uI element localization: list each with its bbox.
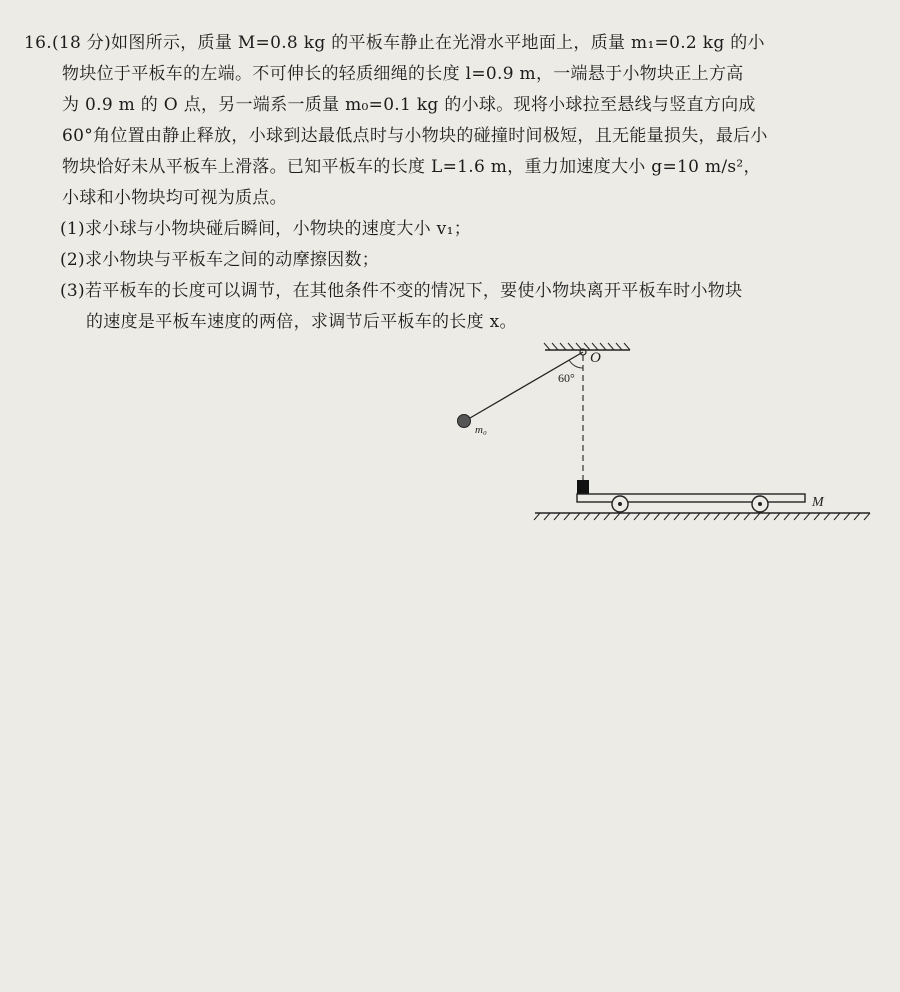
question-1: (1)求小球与小物块碰后瞬间，小物块的速度大小 v₁； (60, 219, 472, 239)
angle-arc (569, 360, 583, 368)
ground (534, 513, 870, 520)
ball-label: m₀ (475, 424, 487, 436)
ball (458, 415, 471, 428)
problem-text-line: 小球和小物块均可视为质点。 (62, 188, 287, 208)
problem-line-1 (24, 28, 884, 59)
question-3-continued: 的速度是平板车速度的两倍，求调节后平板车的长度 x。 (86, 312, 517, 332)
physics-figure (440, 330, 880, 530)
ceiling (544, 343, 630, 350)
cart-wheel-right (752, 496, 768, 512)
cart-body (577, 494, 805, 502)
problem-text-line: 物块恰好未从平板车上滑落。已知平板车的长度 L=1.6 m，重力加速度大小 g=10 m/s²， (62, 157, 761, 177)
pendulum-string (470, 352, 583, 418)
question-3: (3)若平板车的长度可以调节，在其他条件不变的情况下，要使小物块离开平板车时小物块 (60, 281, 743, 301)
problem-text-line: (18 分)如图所示，质量 M=0.8 kg 的平板车静止在光滑水平地面上，质量 m₁=0.2 kg 的小 (51, 33, 765, 53)
angle-label: 60° (558, 371, 575, 385)
problem-text-line: 60°角位置由静止释放，小球到达最低点时与小物块的碰撞时间极短，且无能量损失，最后小 (62, 126, 768, 146)
pivot-label: O (590, 350, 601, 366)
small-block (577, 480, 589, 494)
problem-block (24, 28, 884, 338)
problem-number: 16. (24, 33, 52, 53)
cart-label: M (812, 495, 824, 510)
problem-text-line: 为 0.9 m 的 O 点，另一端系一质量 m₀=0.1 kg 的小球。现将小球拉至悬线与竖直方向成 (62, 95, 756, 115)
cart-wheel-left (612, 496, 628, 512)
question-2: (2)求小物块与平板车之间的动摩擦因数； (60, 250, 380, 270)
problem-text-line: 物块位于平板车的左端。不可伸长的轻质细绳的长度 l=0.9 m，一端悬于小物块正上方高 (62, 64, 744, 84)
